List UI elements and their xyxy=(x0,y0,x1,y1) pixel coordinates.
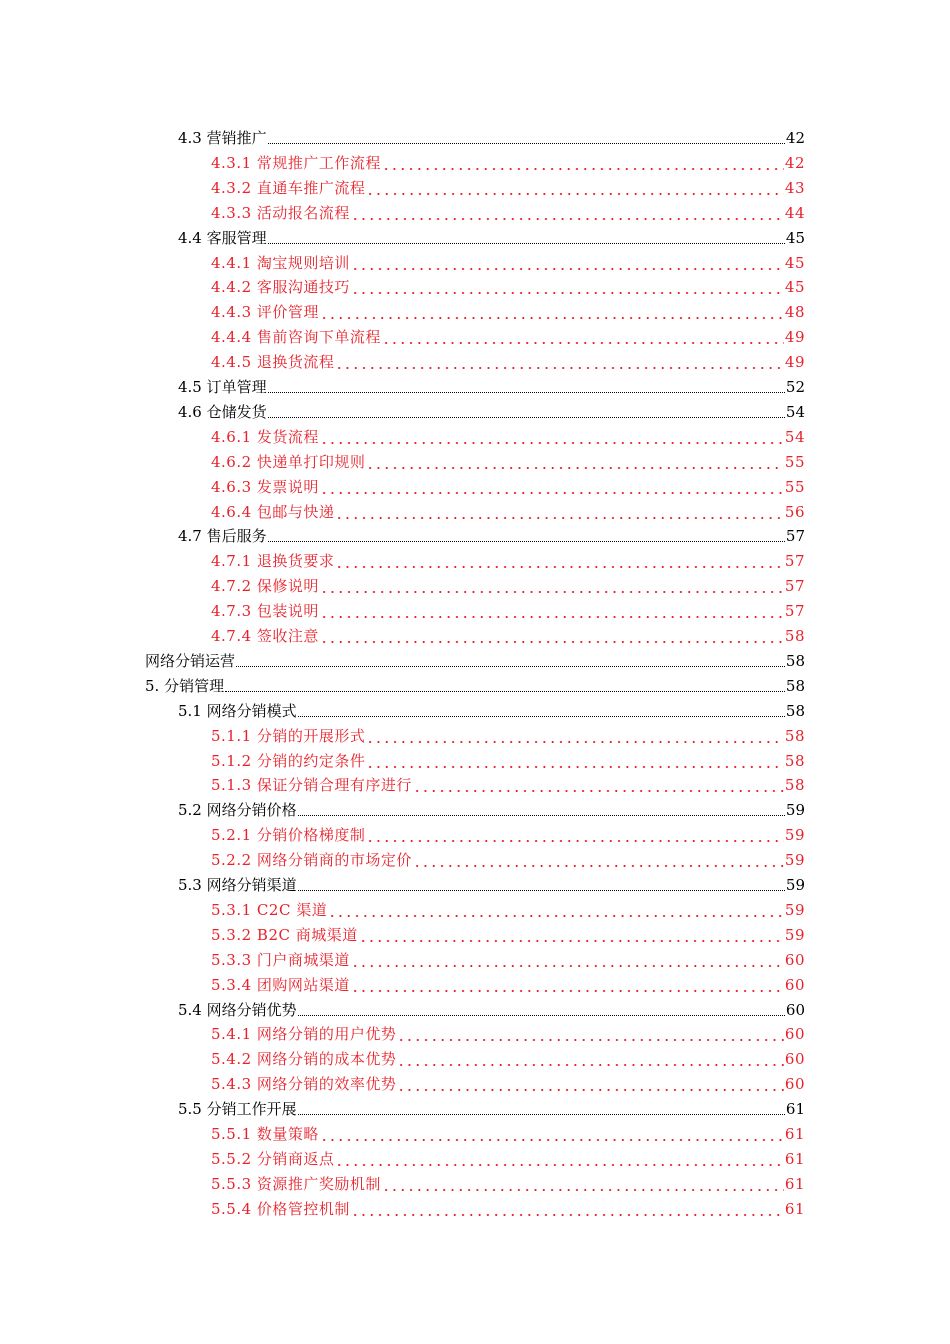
toc-entry-page-number: 59 xyxy=(785,801,805,820)
dot-leader xyxy=(397,1039,783,1041)
dot-leader xyxy=(351,292,784,294)
toc-entry-title: 5.5.2 分销商返点 xyxy=(211,1149,335,1168)
toc-entry-page-number: 60 xyxy=(784,950,805,969)
toc-entry-title: 4.3.2 直通车推广流程 xyxy=(211,178,366,197)
toc-entry-page-number: 56 xyxy=(784,502,805,521)
toc-entry[interactable] xyxy=(178,375,805,399)
toc-entry[interactable] xyxy=(178,126,805,150)
toc-entry-page-number: 60 xyxy=(784,1050,805,1069)
dot-leader xyxy=(351,1214,784,1216)
toc-entry-title: 4.6.1 发货流程 xyxy=(211,427,319,446)
toc-entry[interactable] xyxy=(178,998,805,1022)
toc-entry[interactable] xyxy=(211,300,805,324)
toc-entry-page-number: 59 xyxy=(784,851,805,870)
dot-leader xyxy=(335,517,783,519)
toc-entry[interactable] xyxy=(211,973,805,997)
toc-entry-page-number: 61 xyxy=(784,1125,805,1143)
toc-entry[interactable] xyxy=(145,649,805,673)
dot-leader xyxy=(236,665,785,667)
toc-entry[interactable] xyxy=(211,475,805,499)
toc-entry[interactable] xyxy=(211,1197,805,1221)
toc-entry[interactable] xyxy=(211,948,805,972)
toc-entry[interactable] xyxy=(211,350,805,374)
toc-entry-title: 4.3.1 常规推广工作流程 xyxy=(211,153,381,172)
toc-entry-title: 5.5.3 资源推广奖励机制 xyxy=(211,1174,381,1193)
toc-entry-page-number: 57 xyxy=(784,577,805,596)
toc-entry-page-number: 45 xyxy=(784,253,805,272)
toc-entry[interactable] xyxy=(211,773,805,797)
toc-entry-title: 4.7.3 包装说明 xyxy=(211,602,319,621)
toc-entry-page-number: 59 xyxy=(785,876,805,894)
toc-entry-title: 5.2.1 分销价格梯度制 xyxy=(211,826,366,845)
toc-entry[interactable] xyxy=(211,450,805,474)
dot-leader xyxy=(397,1089,783,1091)
toc-entry-title: 5.1 网络分销模式 xyxy=(178,701,297,720)
toc-entry[interactable] xyxy=(211,425,805,449)
dot-leader xyxy=(382,1189,784,1191)
dot-leader xyxy=(268,416,785,418)
dot-leader xyxy=(335,367,783,369)
toc-entry[interactable] xyxy=(178,699,805,723)
dot-leader xyxy=(335,1164,783,1166)
toc-entry[interactable] xyxy=(211,898,805,922)
toc-entry-title: 4.3.3 活动报名流程 xyxy=(211,203,350,222)
toc-entry[interactable] xyxy=(178,226,805,250)
dot-leader xyxy=(320,591,784,593)
dot-leader xyxy=(366,766,783,768)
toc-entry-page-number: 59 xyxy=(784,925,805,944)
toc-entry[interactable] xyxy=(178,873,805,897)
toc-entry-title: 4.5 订单管理 xyxy=(178,378,267,396)
toc-entry-page-number: 55 xyxy=(784,477,805,496)
dot-leader xyxy=(320,317,784,319)
toc-entry-title: 网络分销运营 xyxy=(145,651,236,670)
toc-entry-page-number: 60 xyxy=(784,1075,805,1094)
toc-entry-title: 5.2 网络分销价格 xyxy=(178,801,297,820)
toc-entry-page-number: 58 xyxy=(784,776,805,795)
toc-entry[interactable] xyxy=(178,400,805,424)
toc-entry[interactable] xyxy=(211,624,805,648)
toc-entry-page-number: 60 xyxy=(784,975,805,994)
toc-entry[interactable] xyxy=(211,923,805,947)
toc-entry[interactable] xyxy=(211,176,805,200)
toc-entry-title: 4.4.5 退换货流程 xyxy=(211,353,335,372)
toc-entry-page-number: 43 xyxy=(784,178,805,197)
toc-entry-page-number: 42 xyxy=(784,153,805,172)
toc-entry[interactable] xyxy=(211,1072,805,1096)
dot-leader xyxy=(298,814,785,816)
dot-leader xyxy=(298,1113,785,1115)
toc-entry[interactable] xyxy=(211,749,805,773)
dot-leader xyxy=(298,1014,785,1016)
toc-entry[interactable] xyxy=(145,674,805,698)
toc-entry[interactable] xyxy=(211,275,805,299)
toc-entry-page-number: 61 xyxy=(784,1199,805,1218)
toc-entry-page-number: 57 xyxy=(784,602,805,621)
toc-entry[interactable] xyxy=(211,1047,805,1071)
toc-entry[interactable] xyxy=(178,1097,805,1121)
toc-entry[interactable] xyxy=(211,1122,805,1146)
toc-entry-title: 5.3.4 团购网站渠道 xyxy=(211,975,350,994)
toc-entry[interactable] xyxy=(178,798,805,822)
dot-leader xyxy=(320,1139,784,1141)
toc-entry-page-number: 60 xyxy=(784,1025,805,1044)
dot-leader xyxy=(366,840,783,842)
toc-entry-page-number: 58 xyxy=(784,726,805,745)
toc-entry[interactable] xyxy=(211,1172,805,1196)
dot-leader xyxy=(335,566,783,568)
toc-entry-title: 4.3 营销推广 xyxy=(178,129,267,147)
toc-entry-page-number: 58 xyxy=(784,751,805,770)
toc-entry-title: 5.4.3 网络分销的效率优势 xyxy=(211,1075,397,1094)
toc-entry[interactable] xyxy=(211,549,805,573)
dot-leader xyxy=(351,268,784,270)
toc-entry-title: 4.6 仓储发货 xyxy=(178,402,267,421)
dot-leader xyxy=(413,865,784,867)
dot-leader xyxy=(225,690,785,692)
toc-entry-title: 4.7.2 保修说明 xyxy=(211,577,319,596)
toc-entry-page-number: 42 xyxy=(785,129,805,147)
toc-entry-title: 4.6.3 发票说明 xyxy=(211,477,319,496)
toc-entry-page-number: 52 xyxy=(785,378,805,396)
dot-leader xyxy=(320,492,784,494)
toc-entry[interactable] xyxy=(211,823,805,847)
toc-entry-title: 4.7.1 退换货要求 xyxy=(211,552,335,571)
toc-entry[interactable] xyxy=(211,151,805,175)
toc-entry-title: 5.3 网络分销渠道 xyxy=(178,876,297,894)
toc-entry-page-number: 59 xyxy=(784,826,805,845)
toc-entry[interactable] xyxy=(211,201,805,225)
toc-entry-title: 4.7 售后服务 xyxy=(178,527,267,546)
toc-entry-page-number: 48 xyxy=(784,303,805,322)
toc-entry-title: 5.5.1 数量策略 xyxy=(211,1125,319,1143)
dot-leader xyxy=(320,616,784,618)
toc-entry-title: 4.6.4 包邮与快递 xyxy=(211,502,335,521)
toc-entry-title: 5.3.3 门户商城渠道 xyxy=(211,950,350,969)
dot-leader xyxy=(351,990,784,992)
dot-leader xyxy=(382,168,784,170)
toc-entry-title: 4.4.2 客服沟通技巧 xyxy=(211,278,350,297)
toc-entry-page-number: 58 xyxy=(785,676,805,695)
dot-leader xyxy=(268,540,785,542)
toc-entry-page-number: 49 xyxy=(784,353,805,372)
dot-leader xyxy=(320,641,784,643)
toc-entry-page-number: 49 xyxy=(784,328,805,347)
dot-leader xyxy=(351,218,784,220)
toc-entry[interactable] xyxy=(211,848,805,872)
toc-entry[interactable] xyxy=(211,599,805,623)
toc-entry[interactable] xyxy=(211,500,805,524)
toc-entry[interactable] xyxy=(178,524,805,548)
dot-leader xyxy=(366,193,783,195)
toc-entry-page-number: 59 xyxy=(784,900,805,919)
toc-entry-page-number: 45 xyxy=(785,228,805,247)
toc-entry-title: 5.4.2 网络分销的成本优势 xyxy=(211,1050,397,1069)
dot-leader xyxy=(298,715,785,717)
toc-entry-title: 4.4.4 售前咨询下单流程 xyxy=(211,328,381,347)
toc-entry[interactable] xyxy=(211,724,805,748)
toc-entry-page-number: 55 xyxy=(784,452,805,471)
dot-leader xyxy=(298,889,785,891)
toc-entry-page-number: 58 xyxy=(784,627,805,645)
toc-entry-page-number: 54 xyxy=(784,427,805,446)
dot-leader xyxy=(382,342,784,344)
toc-entry-page-number: 60 xyxy=(785,1000,805,1019)
toc-entry[interactable] xyxy=(211,1022,805,1046)
dot-leader xyxy=(268,142,785,144)
toc-entry[interactable] xyxy=(211,574,805,598)
toc-entry-page-number: 58 xyxy=(785,651,805,670)
toc-entry-title: 5.3.1 C2C 渠道 xyxy=(211,900,328,919)
toc-entry-page-number: 54 xyxy=(785,402,805,421)
toc-entry-title: 4.6.2 快递单打印规则 xyxy=(211,452,366,471)
toc-entry[interactable] xyxy=(211,251,805,275)
toc-entry-page-number: 44 xyxy=(784,203,805,222)
toc-entry-title: 4.4 客服管理 xyxy=(178,228,267,247)
dot-leader xyxy=(320,442,784,444)
toc-entry-title: 5.5 分销工作开展 xyxy=(178,1100,297,1119)
toc-entry-title: 5.4.1 网络分销的用户优势 xyxy=(211,1025,397,1044)
toc-entry-page-number: 61 xyxy=(784,1174,805,1193)
dot-leader xyxy=(351,965,784,967)
toc-entry[interactable] xyxy=(211,325,805,349)
toc-entry-title: 5. 分销管理 xyxy=(145,676,225,695)
toc-entry-title: 5.1.1 分销的开展形式 xyxy=(211,726,366,745)
toc-entry-page-number: 57 xyxy=(785,527,805,546)
toc-entry-title: 4.4.3 评价管理 xyxy=(211,303,319,322)
toc-entry-page-number: 58 xyxy=(785,701,805,720)
toc-entry-page-number: 57 xyxy=(784,552,805,571)
dot-leader xyxy=(268,242,785,244)
dot-leader xyxy=(268,391,785,393)
toc-entry-title: 5.1.2 分销的约定条件 xyxy=(211,751,366,770)
toc-entry[interactable] xyxy=(211,1147,805,1171)
dot-leader xyxy=(366,741,783,743)
dot-leader xyxy=(366,467,783,469)
dot-leader xyxy=(413,790,784,792)
toc-entry-title: 5.3.2 B2C 商城渠道 xyxy=(211,925,358,944)
dot-leader xyxy=(328,915,784,917)
toc-entry-title: 5.5.4 价格管控机制 xyxy=(211,1199,350,1218)
toc-entry-page-number: 61 xyxy=(785,1100,805,1119)
toc-entry-title: 5.2.2 网络分销商的市场定价 xyxy=(211,851,412,870)
toc-entry-page-number: 61 xyxy=(784,1149,805,1168)
toc-entry-page-number: 45 xyxy=(784,278,805,297)
dot-leader xyxy=(397,1064,783,1066)
toc-entry-title: 5.4 网络分销优势 xyxy=(178,1000,297,1019)
dot-leader xyxy=(359,940,784,942)
toc-entry-title: 5.1.3 保证分销合理有序进行 xyxy=(211,776,412,795)
toc-entry-title: 4.4.1 淘宝规则培训 xyxy=(211,253,350,272)
toc-entry-title: 4.7.4 签收注意 xyxy=(211,627,319,645)
